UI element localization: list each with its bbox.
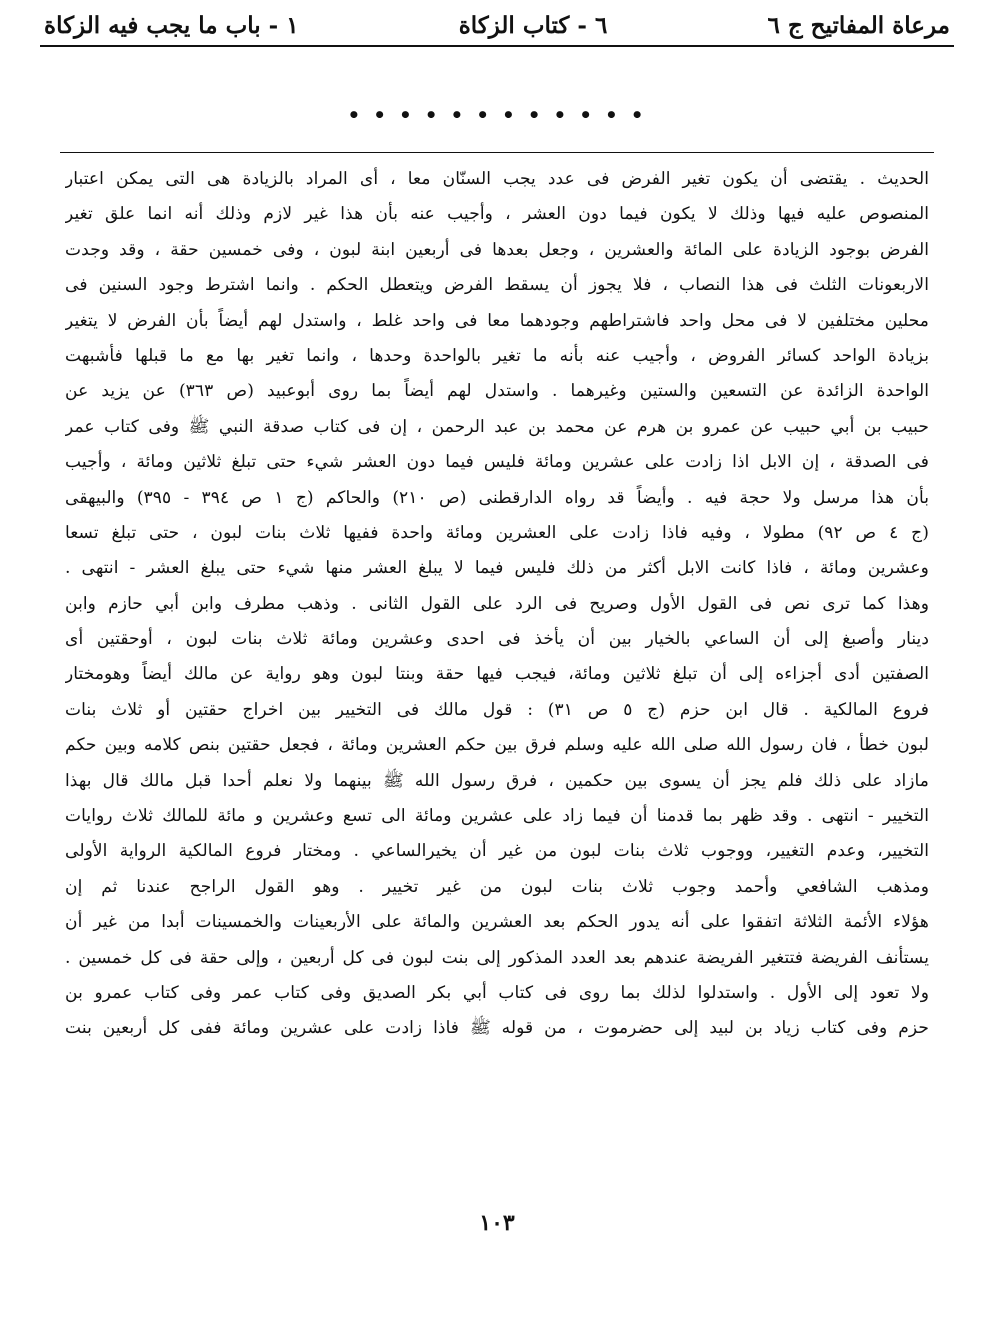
header-rule — [40, 45, 954, 47]
text-line: ولا تعود إلى الأول . واستدلوا لذلك بما روى فى كتاب أبي بكر الصديق وفى كتاب عمر وفى كتاب عمرو بن — [65, 982, 929, 1003]
text-line: يستأنف الفريضة فتتغير الفريضة عندهم بعد العدد المذكور إلى بنت لبون فى كل أربعين ، وإلى حقة فى كل خمسين . — [65, 947, 929, 968]
text-line: فروع المالكية . قال ابن حزم (ج ٥ ص ٣١) : قول مالك فى التخيير بين اخراج حقتين أو ثلاث بنات — [65, 699, 929, 720]
text-line: الاربعونات الثلث فى هذا النصاب ، فلا يجوز أن يسقط الفرض ويتعطل الحكم . وانما اشترط وجود السنين فى — [65, 275, 929, 296]
text-line: فى الصدقة ، إن الابل اذا زادت على عشرين ومائة فليس فيما دون العشر شيء حتى تبلغ ثلاثين ومائة ، وأجيب — [65, 452, 929, 473]
page-number: ١٠٣ — [479, 1210, 515, 1236]
body-rule — [60, 152, 934, 153]
text-line: محلين مختلفين لا فى محل واحد فاشتراطهم وجودهما معا فى واحد غلط ، واستدل لهم أيضاً بأن الفرض لا يتغير — [65, 310, 929, 331]
text-line: المنصوص عليه فيها وذلك لا يكون فيما دون العشر ، وأجيب عنه بأن هذا غير لازم وذلك أنه انما علق تغير — [65, 204, 929, 225]
text-line: وهذا كما ترى نص فى القول الأول وصريح فى الرد على القول الثانى . وذهب مطرف وابن أبي حازم وابن — [65, 593, 929, 614]
text-line: (ج ٤ ص ٩٢) مطولا ، وفيه فاذا زادت على العشرين ومائة واحدة ففيها ثلاث بنات لبون ، حتى تبلغ تسعا — [65, 522, 929, 543]
text-line: دينار وأصبغ إلى أن الساعي بالخيار بين أن يأخذ فى احدى وعشرين ومائة ثلاث بنات لبون ، أوحقتين أى — [65, 629, 929, 650]
commentary-text — [65, 162, 929, 1047]
text-line: وعشرين ومائة ، فاذا كانت الابل أكثر من ذلك فليس فيما لا يبلغ العشر منها شيء حتى يبلغ العشر - انتهى . — [65, 558, 929, 579]
running-header — [44, 8, 950, 42]
text-line: الحديث . يقتضى أن يكون تغير الفرض فى عدد يجب السنّان معا ، أى المراد بالزيادة هى التى يمكن اعتبار — [65, 169, 929, 189]
header-book-volume: مرعاة المفاتيح ج ٦ — [767, 11, 950, 39]
text-line: حبيب بن أبي حبيب عن عمرو بن هرم عن محمد بن عبد الرحمن ، إن فى كتاب صدقة النبي ﷺ وفى كتاب عمر — [65, 416, 929, 437]
text-line: الواحدة الزائدة عن التسعين والستين وغيرهما . واستدل لهم أيضاً بما روى أبوعبيد (ص ٣٦٣) عن يزيد عن — [65, 381, 929, 402]
text-line: الفرض بوجود الزيادة على المائة والعشرين ، وجعل بعدها فى أربعين ابنة لبون ، وفى خمسين حقة ، وقد وجدت — [65, 239, 929, 260]
section-separator: • • • • • • • • • • • • — [347, 103, 647, 127]
header-chapter: ٦ - كتاب الزكاة — [458, 11, 608, 39]
text-line: بأن هذا مرسل ولا حجة فيه . وأيضاً قد رواه الدارقطنى (ص ٢١٠) والحاكم (ج ١ ص ٣٩٤ - ٣٩٥) والبيهقى — [65, 487, 929, 508]
text-line: لبون خطأ ، فان رسول الله صلى الله عليه وسلم فرق بين حكم العشرين ومائة ، فجعل حقتين بنص كلامه وبين حكم — [65, 735, 929, 756]
text-line: هؤلاء الأئمة الثلاثة اتفقوا على أنه يدور الحكم بعد العشرين والمائة على الأربعينات والخمسينات أبدا من غير أن — [65, 912, 929, 933]
text-line: ومذهب الشافعي وأحمد وجوب ثلاث بنات لبون من غير تخيير . وهو القول الراجح عندنا ثم إن — [65, 876, 929, 897]
text-line: التخيير - انتهى . وقد ظهر بما قدمنا أن فيما زاد على عشرين ومائة الى تسع وعشرين و مائة للمالك ثلاث روايات — [65, 806, 929, 827]
text-line: حزم وفى كتاب زياد بن لبيد إلى حضرموت ، من قوله ﷺ فاذا زادت على عشرين ومائة ففى كل أربعين بنت — [65, 1018, 929, 1039]
text-line: التخيير، وعدم التغيير، ووجوب ثلاث بنات لبون من غير أن يخيرالساعي . ومختار فروع المالكية الرواية الأولى — [65, 841, 929, 862]
header-section: ١ - باب ما يجب فيه الزكاة — [44, 11, 299, 39]
text-line: مازاد على ذلك فلم يجز أن يسوى بين حكمين ، فرق رسول الله ﷺ بينهما ولا نعلم أحدا قبل مالك قال بهذا — [65, 770, 929, 791]
text-line: بزيادة الواحد كسائر الفروض ، وأجيب عنه بأنه ما تغير بالواحدة وحدها ، وانما تغير بها مع ما قبلها فأشبهت — [65, 345, 929, 366]
text-line: الصفتين أدى أجزاءه إلى أن تبلغ ثلاثين ومائة، فيجب فيها حقة وبنتا لبون وهو رواية عن مالك أيضاً وهومختار — [65, 664, 929, 685]
